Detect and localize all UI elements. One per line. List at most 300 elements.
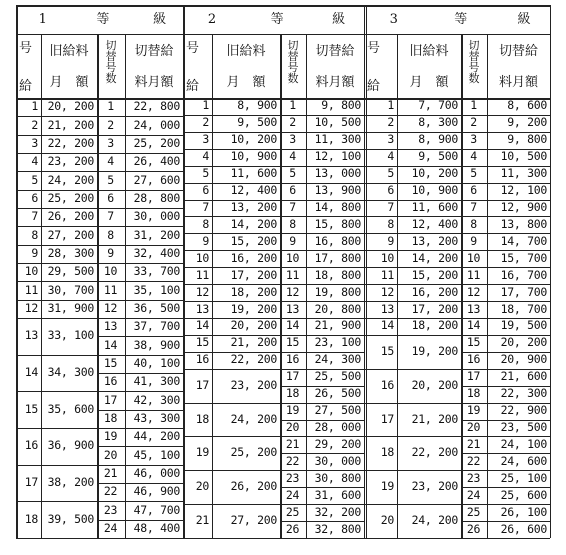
new-salary-amount: 16, 700 — [500, 267, 547, 282]
header-kiri-gou-char: 数 — [287, 72, 299, 85]
rule-line — [16, 391, 97, 392]
new-grade-number: 13 — [466, 301, 481, 316]
old-salary-amount: 34, 300 — [47, 365, 94, 379]
rule-line — [16, 465, 97, 466]
rule-line — [183, 470, 280, 471]
old-salary-amount: 38, 200 — [47, 475, 94, 489]
new-grade-number: 25 — [285, 504, 300, 519]
old-grade-number: 13 — [195, 301, 209, 316]
grade-header-char: 1 — [38, 12, 47, 27]
new-grade-number: 4 — [289, 149, 296, 164]
rule-line — [16, 5, 550, 7]
new-salary-amount: 25, 600 — [500, 487, 547, 502]
old-salary-amount: 9, 500 — [237, 115, 277, 130]
header-new-pay: 切替給 — [498, 44, 538, 59]
new-grade-number: 26 — [466, 521, 481, 536]
new-salary-amount: 38, 900 — [133, 337, 180, 352]
header-new-pay: 料月額 — [498, 75, 538, 90]
new-grade-number: 22 — [466, 453, 481, 468]
new-grade-number: 8 — [289, 216, 296, 231]
new-grade-number: 21 — [466, 436, 481, 451]
old-salary-amount: 17, 200 — [230, 267, 277, 282]
old-grade-number: 12 — [24, 300, 38, 315]
old-salary-amount: 8, 300 — [418, 115, 458, 130]
old-grade-number: 16 — [24, 438, 38, 453]
new-salary-amount: 36, 500 — [133, 300, 180, 315]
old-grade-number: 2 — [31, 117, 38, 132]
old-grade-number: 15 — [380, 343, 394, 358]
old-grade-number: 10 — [195, 250, 209, 265]
new-salary-amount: 45, 100 — [133, 447, 180, 462]
old-salary-amount: 20, 200 — [47, 99, 94, 114]
new-grade-number: 7 — [289, 200, 296, 214]
new-grade-number: 18 — [466, 386, 481, 401]
new-salary-amount: 25, 100 — [500, 470, 547, 485]
old-salary-amount: 35, 600 — [47, 401, 94, 416]
old-grade-number: 17 — [380, 411, 394, 426]
new-salary-amount: 19, 500 — [500, 318, 547, 333]
old-grade-number: 4 — [31, 154, 38, 169]
new-grade-number: 22 — [285, 453, 300, 468]
rule-line — [364, 369, 461, 370]
new-salary-amount: 22, 800 — [133, 99, 180, 114]
new-salary-amount: 13, 900 — [314, 183, 361, 198]
old-grade-number: 10 — [380, 250, 394, 265]
old-grade-number: 14 — [24, 365, 38, 379]
header-kiri-gou-char: 切 — [105, 39, 117, 52]
old-grade-number: 2 — [202, 115, 209, 130]
rule-line — [364, 335, 461, 336]
new-salary-amount: 23, 500 — [500, 420, 547, 434]
old-grade-number: 19 — [195, 445, 209, 460]
old-grade-number: 6 — [202, 183, 209, 198]
old-grade-number: 9 — [387, 233, 394, 248]
old-grade-number: 12 — [380, 284, 394, 299]
rule-line — [364, 403, 461, 404]
new-salary-amount: 23, 100 — [314, 335, 361, 350]
new-salary-amount: 9, 800 — [507, 132, 547, 147]
new-grade-number: 6 — [470, 183, 477, 198]
old-grade-number: 15 — [24, 401, 38, 416]
new-salary-amount: 30, 800 — [314, 470, 361, 485]
header-gou: 号 — [19, 41, 33, 56]
header-old-pay: 旧給料 — [409, 44, 449, 59]
old-salary-amount: 11, 600 — [230, 166, 277, 181]
old-salary-amount: 33, 100 — [47, 328, 94, 343]
old-grade-number: 18 — [380, 445, 394, 460]
old-grade-number: 9 — [202, 233, 209, 248]
old-salary-amount: 22, 200 — [47, 135, 94, 150]
rule-line — [183, 504, 280, 505]
new-salary-amount: 26, 500 — [314, 386, 361, 401]
new-grade-number: 11 — [103, 282, 118, 297]
new-grade-number: 17 — [103, 392, 118, 407]
rule-line — [364, 436, 461, 437]
header-kiri-gou — [467, 40, 481, 84]
new-grade-number: 2 — [289, 115, 296, 130]
rule-line — [16, 428, 97, 429]
header-kiri-gou-char: 号 — [468, 61, 480, 74]
old-grade-number: 14 — [380, 318, 394, 333]
new-salary-amount: 12, 900 — [500, 200, 547, 214]
new-grade-number: 25 — [466, 504, 481, 519]
old-salary-amount: 20, 200 — [230, 318, 277, 333]
new-salary-amount: 28, 800 — [133, 190, 180, 205]
old-salary-amount: 24, 200 — [230, 411, 277, 426]
new-salary-amount: 16, 800 — [314, 233, 361, 248]
grade-header-char: 等 — [96, 12, 110, 27]
header-kyu: 給 — [367, 79, 381, 94]
header-kiri-gou-char: 号 — [287, 61, 299, 74]
new-salary-amount: 19, 800 — [314, 284, 361, 299]
new-salary-amount: 11, 300 — [314, 132, 361, 147]
new-salary-amount: 46, 000 — [133, 465, 180, 480]
new-grade-number: 19 — [103, 429, 118, 444]
new-grade-number: 15 — [466, 335, 481, 350]
new-salary-amount: 9, 800 — [321, 98, 361, 113]
grade-header-char: 等 — [270, 12, 284, 27]
new-salary-amount: 29, 200 — [314, 436, 361, 451]
old-salary-amount: 25, 200 — [47, 190, 94, 205]
header-gou: 号 — [367, 41, 381, 56]
old-salary-amount: 14, 200 — [230, 216, 277, 231]
new-salary-amount: 22, 300 — [500, 386, 547, 401]
new-grade-number: 22 — [103, 484, 118, 499]
new-salary-amount: 26, 100 — [500, 504, 547, 519]
new-grade-number: 1 — [470, 98, 477, 113]
old-salary-amount: 12, 400 — [411, 216, 458, 231]
old-grade-number: 2 — [387, 115, 394, 130]
old-salary-amount: 21, 200 — [230, 335, 277, 350]
new-grade-number: 13 — [103, 319, 118, 334]
new-grade-number: 15 — [103, 355, 118, 370]
new-grade-number: 5 — [289, 166, 296, 181]
grade-header-char: 級 — [517, 12, 531, 27]
new-grade-number: 10 — [103, 264, 118, 279]
new-salary-amount: 41, 300 — [133, 374, 180, 389]
old-salary-amount: 24, 200 — [411, 513, 458, 528]
old-grade-number: 8 — [31, 227, 38, 242]
new-grade-number: 6 — [107, 190, 114, 205]
new-salary-amount: 11, 300 — [500, 166, 547, 181]
new-grade-number: 7 — [470, 200, 477, 214]
new-salary-amount: 8, 600 — [507, 98, 547, 113]
rule-line — [16, 501, 97, 502]
new-grade-number: 14 — [103, 337, 118, 352]
header-kiri-gou-char: 替 — [105, 50, 117, 63]
new-grade-number: 21 — [285, 436, 300, 451]
old-grade-number: 3 — [387, 132, 394, 147]
new-grade-number: 19 — [285, 403, 300, 418]
old-grade-number: 21 — [195, 513, 209, 528]
new-salary-amount: 13, 000 — [314, 166, 361, 181]
old-grade-number: 3 — [202, 132, 209, 147]
old-salary-amount: 13, 200 — [411, 233, 458, 248]
new-salary-amount: 15, 700 — [500, 250, 547, 265]
old-grade-number: 11 — [195, 267, 209, 282]
old-salary-amount: 10, 200 — [230, 132, 277, 147]
new-salary-amount: 48, 400 — [133, 520, 180, 535]
new-grade-number: 23 — [103, 502, 118, 517]
old-grade-number: 13 — [380, 301, 394, 316]
old-salary-amount: 22, 200 — [230, 352, 277, 367]
new-grade-number: 3 — [289, 132, 296, 147]
old-salary-amount: 20, 200 — [411, 377, 458, 392]
header-old-pay: 旧給料 — [49, 44, 89, 59]
old-salary-amount: 19, 200 — [411, 343, 458, 358]
grade-header-char: 3 — [389, 12, 398, 27]
old-grade-number: 18 — [195, 411, 209, 426]
new-salary-amount: 15, 800 — [314, 216, 361, 231]
old-salary-amount: 25, 200 — [230, 445, 277, 460]
grade-header-char: 級 — [153, 12, 167, 27]
old-grade-number: 6 — [387, 183, 394, 198]
new-grade-number: 6 — [289, 183, 296, 198]
header-new-pay: 料月額 — [315, 75, 355, 90]
old-salary-amount: 10, 900 — [230, 149, 277, 164]
old-salary-amount: 15, 200 — [411, 267, 458, 282]
header-kiri-gou-char: 替 — [468, 50, 480, 63]
grade-header-char: 等 — [454, 12, 468, 27]
old-grade-number: 13 — [24, 328, 38, 343]
new-salary-amount: 14, 800 — [314, 200, 361, 214]
new-grade-number: 12 — [285, 284, 300, 299]
old-salary-amount: 8, 900 — [418, 132, 458, 147]
header-new-pay: 料月額 — [134, 75, 174, 90]
new-grade-number: 23 — [466, 470, 481, 485]
new-grade-number: 18 — [103, 410, 118, 425]
new-salary-amount: 18, 700 — [500, 301, 547, 316]
old-grade-number: 17 — [24, 475, 38, 489]
header-old-pay: 月 額 — [49, 75, 89, 90]
old-salary-amount: 7, 700 — [418, 98, 458, 113]
rule-line — [550, 5, 551, 538]
old-grade-number: 7 — [31, 209, 38, 224]
new-salary-amount: 30, 000 — [314, 453, 361, 468]
rule-line — [364, 504, 461, 505]
old-grade-number: 16 — [195, 352, 209, 367]
new-grade-number: 3 — [107, 135, 114, 150]
old-salary-amount: 12, 400 — [230, 183, 277, 198]
old-grade-number: 1 — [31, 99, 38, 114]
old-salary-amount: 24, 200 — [47, 172, 94, 187]
new-grade-number: 9 — [289, 233, 296, 248]
new-salary-amount: 30, 000 — [133, 209, 180, 224]
new-salary-amount: 31, 600 — [314, 487, 361, 502]
header-old-pay: 月 額 — [409, 75, 449, 90]
old-grade-number: 8 — [202, 216, 209, 231]
new-salary-amount: 32, 200 — [314, 504, 361, 519]
new-grade-number: 17 — [285, 369, 300, 384]
new-salary-amount: 24, 000 — [133, 117, 180, 132]
new-grade-number: 14 — [285, 318, 300, 333]
old-salary-amount: 36, 900 — [47, 438, 94, 453]
new-salary-amount: 20, 900 — [500, 352, 547, 367]
old-grade-number: 12 — [195, 284, 209, 299]
old-salary-amount: 30, 700 — [47, 282, 94, 297]
new-grade-number: 9 — [107, 245, 114, 260]
old-grade-number: 4 — [387, 149, 394, 164]
new-salary-amount: 12, 100 — [500, 183, 547, 198]
rule-line — [16, 318, 97, 319]
new-salary-amount: 20, 800 — [314, 301, 361, 316]
new-salary-amount: 32, 800 — [314, 521, 361, 536]
new-salary-amount: 28, 000 — [314, 420, 361, 434]
new-grade-number: 20 — [285, 420, 300, 434]
new-grade-number: 8 — [470, 216, 477, 231]
new-salary-amount: 14, 700 — [500, 233, 547, 248]
rule-line — [16, 538, 550, 539]
old-salary-amount: 21, 200 — [47, 117, 94, 132]
old-grade-number: 20 — [380, 513, 394, 528]
old-grade-number: 20 — [195, 479, 209, 494]
old-grade-number: 5 — [202, 166, 209, 181]
old-salary-amount: 14, 200 — [411, 250, 458, 265]
new-salary-amount: 12, 100 — [314, 149, 361, 164]
new-salary-amount: 42, 300 — [133, 392, 180, 407]
new-grade-number: 10 — [285, 250, 300, 265]
new-grade-number: 11 — [466, 267, 481, 282]
new-grade-number: 20 — [466, 420, 481, 434]
header-kiri-gou-char: 切 — [468, 39, 480, 52]
new-grade-number: 20 — [103, 447, 118, 462]
header-kiri-gou — [104, 40, 118, 84]
new-grade-number: 9 — [470, 233, 477, 248]
new-grade-number: 13 — [285, 301, 300, 316]
header-kiri-gou-char: 号 — [105, 61, 117, 74]
old-grade-number: 7 — [387, 200, 394, 214]
new-salary-amount: 20, 200 — [500, 335, 547, 350]
old-salary-amount: 27, 200 — [47, 227, 94, 242]
new-salary-amount: 17, 700 — [500, 284, 547, 299]
new-grade-number: 15 — [285, 335, 300, 350]
header-old-pay: 月 額 — [226, 75, 266, 90]
new-grade-number: 17 — [466, 369, 481, 384]
new-salary-amount: 18, 800 — [314, 267, 361, 282]
old-grade-number: 6 — [31, 190, 38, 205]
old-salary-amount: 23, 200 — [411, 479, 458, 494]
old-grade-number: 14 — [195, 318, 209, 333]
old-salary-amount: 21, 200 — [411, 411, 458, 426]
new-grade-number: 4 — [107, 154, 114, 169]
new-salary-amount: 27, 500 — [314, 403, 361, 418]
new-salary-amount: 24, 300 — [314, 352, 361, 367]
old-salary-amount: 10, 200 — [411, 166, 458, 181]
old-grade-number: 15 — [195, 335, 209, 350]
new-salary-amount: 25, 200 — [133, 135, 180, 150]
new-salary-amount: 35, 100 — [133, 282, 180, 297]
old-grade-number: 9 — [31, 245, 38, 260]
header-gou: 号 — [186, 41, 200, 56]
new-salary-amount: 33, 700 — [133, 264, 180, 279]
new-salary-amount: 17, 800 — [314, 250, 361, 265]
new-salary-amount: 10, 500 — [500, 149, 547, 164]
new-grade-number: 11 — [285, 267, 300, 282]
old-salary-amount: 9, 500 — [418, 149, 458, 164]
new-salary-amount: 21, 600 — [500, 369, 547, 384]
old-grade-number: 8 — [387, 216, 394, 231]
header-new-pay: 切替給 — [315, 44, 355, 59]
new-grade-number: 8 — [107, 227, 114, 242]
rule-line — [364, 470, 461, 471]
new-salary-amount: 43, 300 — [133, 410, 180, 425]
new-grade-number: 23 — [285, 470, 300, 485]
new-salary-amount: 40, 100 — [133, 355, 180, 370]
header-kiri-gou-char: 切 — [287, 39, 299, 52]
old-grade-number: 5 — [31, 172, 38, 187]
new-grade-number: 2 — [107, 117, 114, 132]
grade-header-char: 2 — [207, 12, 217, 27]
old-salary-amount: 29, 500 — [47, 264, 94, 279]
old-salary-amount: 23, 200 — [47, 154, 94, 169]
new-salary-amount: 13, 800 — [500, 216, 547, 231]
old-salary-amount: 13, 200 — [230, 200, 277, 214]
old-salary-amount: 18, 200 — [230, 284, 277, 299]
header-kyu: 給 — [186, 79, 200, 94]
new-grade-number: 24 — [466, 487, 481, 502]
old-salary-amount: 18, 200 — [411, 318, 458, 333]
new-grade-number: 7 — [107, 209, 114, 224]
new-salary-amount: 32, 400 — [133, 245, 180, 260]
old-grade-number: 19 — [380, 479, 394, 494]
new-salary-amount: 46, 900 — [133, 484, 180, 499]
new-grade-number: 21 — [103, 465, 118, 480]
header-kyu: 給 — [19, 79, 33, 94]
header-kiri-gou-char: 数 — [105, 72, 117, 85]
rule-line — [183, 369, 280, 370]
old-salary-amount: 19, 200 — [230, 301, 277, 316]
new-grade-number: 12 — [466, 284, 481, 299]
old-salary-amount: 22, 200 — [411, 445, 458, 460]
old-salary-amount: 28, 300 — [47, 245, 94, 260]
new-grade-number: 10 — [466, 250, 481, 265]
new-grade-number: 14 — [466, 318, 481, 333]
new-grade-number: 16 — [285, 352, 300, 367]
new-grade-number: 24 — [103, 520, 118, 535]
old-grade-number: 7 — [202, 200, 209, 214]
old-salary-amount: 16, 200 — [411, 284, 458, 299]
new-salary-amount: 25, 500 — [314, 369, 361, 384]
new-salary-amount: 37, 700 — [133, 319, 180, 334]
old-salary-amount: 10, 900 — [411, 183, 458, 198]
grade-header-char: 級 — [332, 12, 346, 27]
new-salary-amount: 44, 200 — [133, 429, 180, 444]
new-grade-number: 1 — [289, 98, 296, 113]
new-salary-amount: 24, 600 — [500, 453, 547, 468]
old-grade-number: 16 — [380, 377, 394, 392]
old-salary-amount: 17, 200 — [411, 301, 458, 316]
new-salary-amount: 21, 900 — [314, 318, 361, 333]
new-grade-number: 5 — [107, 172, 114, 187]
new-grade-number: 12 — [103, 300, 118, 315]
new-salary-amount: 10, 500 — [314, 115, 361, 130]
new-grade-number: 2 — [470, 115, 477, 130]
new-grade-number: 24 — [285, 487, 300, 502]
old-salary-amount: 8, 900 — [237, 98, 277, 113]
new-grade-number: 1 — [107, 99, 114, 114]
old-grade-number: 5 — [387, 166, 394, 181]
new-salary-amount: 31, 200 — [133, 227, 180, 242]
old-grade-number: 17 — [195, 377, 209, 392]
new-salary-amount: 24, 100 — [500, 436, 547, 451]
old-grade-number: 11 — [380, 267, 394, 282]
old-salary-amount: 16, 200 — [230, 250, 277, 265]
rule-line — [16, 355, 97, 356]
old-grade-number: 1 — [202, 98, 209, 113]
old-grade-number: 1 — [387, 98, 394, 113]
old-salary-amount: 26, 200 — [230, 479, 277, 494]
header-old-pay: 旧給料 — [226, 44, 266, 59]
